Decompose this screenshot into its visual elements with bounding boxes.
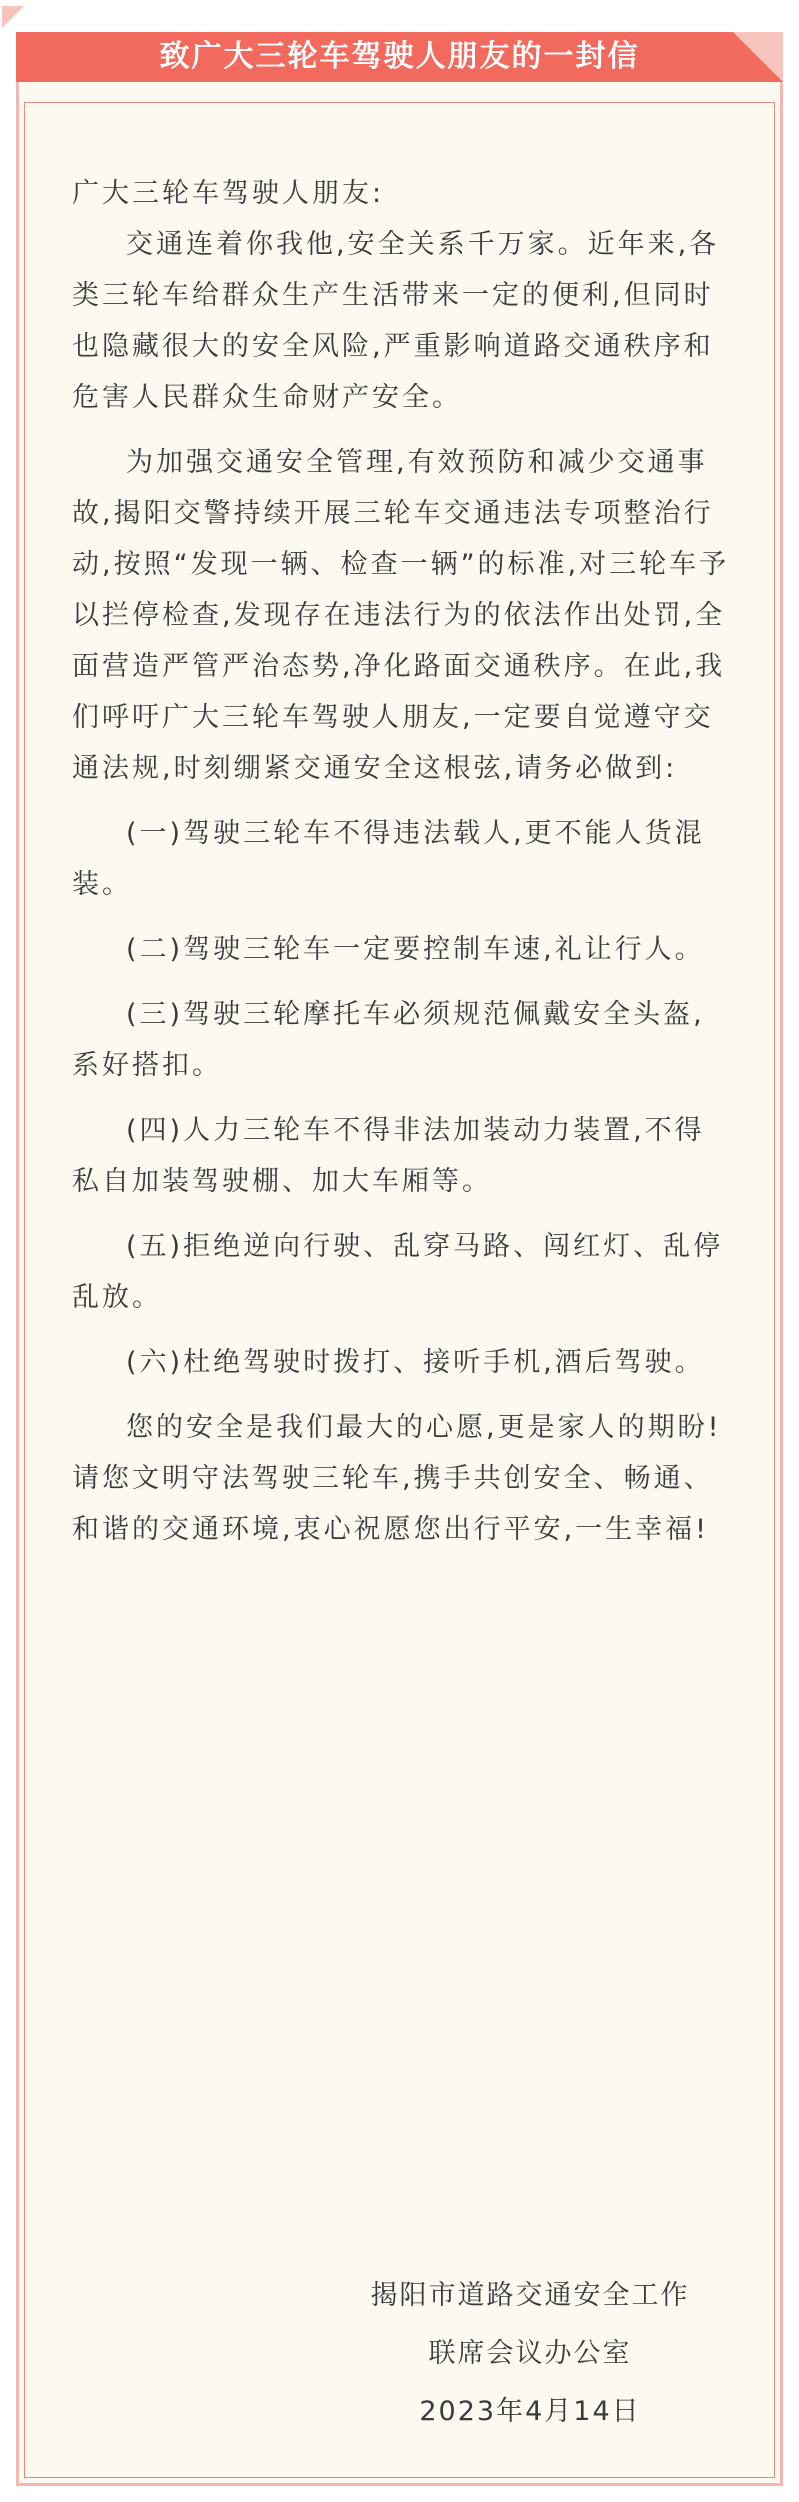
salutation: 广大三轮车驾驶人朋友: [72,178,385,209]
body-paragraph: 交通连着你我他,安全关系千万家。近年来,各类三轮车给群众生产生活带来一定的便利,但同时也隐藏很大的安全风险,严重影响道路交通秩序和危害人民群众生命财产安全。 [72,229,720,413]
list-item: (三)驾驶三轮摩托车必须规范佩戴安全头盔,系好搭扣。 [72,999,705,1081]
title-banner [16,32,783,82]
closing-paragraph: 您的安全是我们最大的心愿,更是家人的期盼!请您文明守法驾驶三轮车,携手共创安全、畅通、和谐的交通环境,衷心祝愿您出行平安,一生幸福! [72,1412,722,1545]
list-item: (六)杜绝驾驶时拨打、接听手机,酒后驾驶。 [126,1347,705,1378]
list-item: (二)驾驶三轮车一定要控制车速,礼让行人。 [126,934,705,965]
signature-org-line1: 揭阳市道路交通安全工作 [370,2280,690,2311]
body-paragraph: 为加强交通安全管理,有效预防和减少交通事故,揭阳交警持续开展三轮车交通违法专项整治行动,按照“发现一辆、检查一辆”的标准,对三轮车予以拦停检查,发现存在违法行为的依法作出处罚,全面营造严管严治态势,净化路面交通秩序。在此,我们呼吁广大三轮车驾驶人朋友,一定要自觉遵守交通法规,时刻绷紧交通安全这根弦,请务必做到: [72,447,730,784]
list-item: (一)驾驶三轮车不得违法载人,更不能人货混装。 [72,818,705,900]
list-item: (四)人力三轮车不得非法加装动力装置,不得私自加装驾驶棚、加大车厢等。 [72,1115,705,1197]
list-item: (五)拒绝逆向行驶、乱穿马路、闯红灯、乱停乱放。 [72,1231,724,1313]
corner-decoration [2,6,24,28]
signature-date: 2023年4月14日 [419,2396,641,2427]
signature-org-line2: 联席会议办公室 [428,2338,632,2369]
letter-body [72,168,732,1569]
page-title: 致广大三轮车驾驶人朋友的一封信 [159,39,640,74]
